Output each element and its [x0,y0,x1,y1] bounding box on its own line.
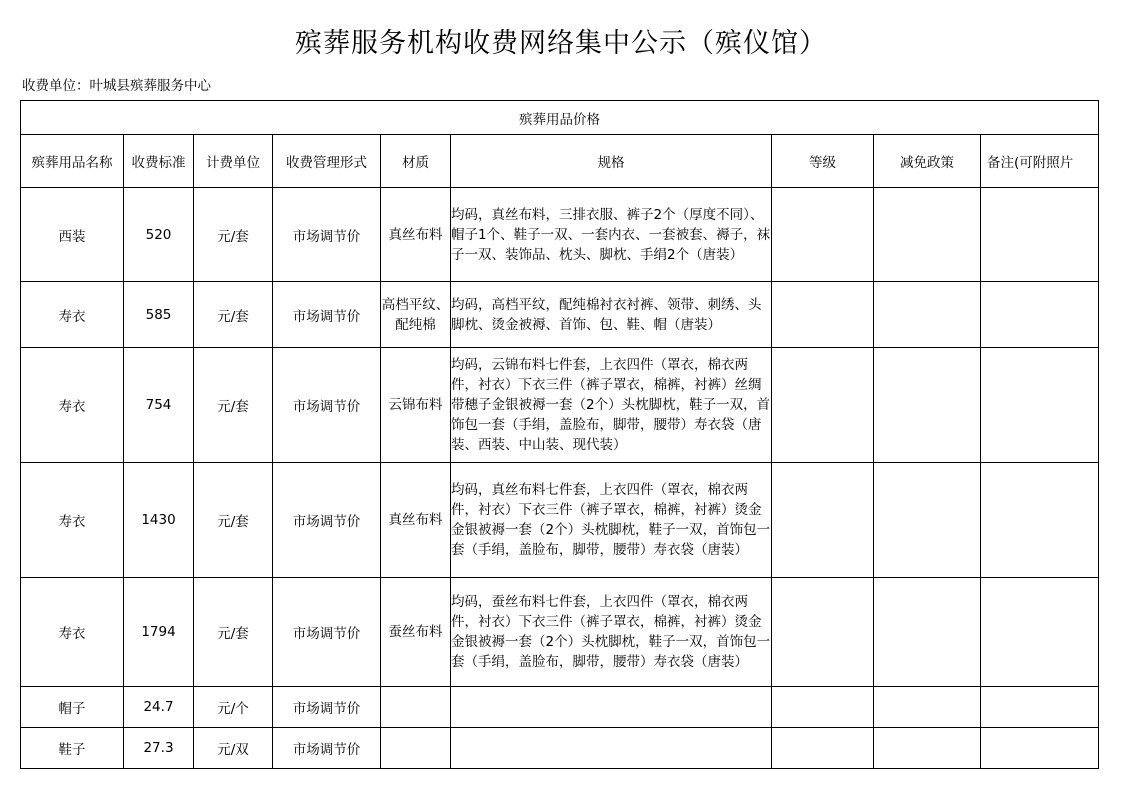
item-material: 真丝布料 [381,463,451,578]
item-name: 西装 [21,188,124,282]
item-policy [874,687,981,728]
item-mode: 市场调节价 [273,728,381,769]
item-name: 寿衣 [21,578,124,687]
table-row [21,463,1099,578]
item-spec: 均码，蚕丝布料七件套，上衣四件（罩衣，棉衣两件，衬衣）下衣三件（裤子罩衣，棉裤，衬裤）烫金金银被褥一套（2个）头枕脚枕，鞋子一双，首饰包一套（手绢，盖脸布，脚带，腰带）寿衣袋（唐装） [451,578,772,687]
item-name: 寿衣 [21,348,124,463]
price-table [20,100,1099,769]
item-unit: 元/套 [194,463,273,578]
page-title: 殡葬服务机构收费网络集中公示（殡仪馆） [295,28,827,59]
table-row [21,282,1099,348]
item-policy [874,578,981,687]
item-price: 24.7 [124,687,194,728]
table-row [21,348,1099,463]
item-spec [451,728,772,769]
header-spec: 规格 [451,135,772,188]
item-mode: 市场调节价 [273,463,381,578]
header-note: 备注(可附照片 [981,135,1099,188]
item-mode: 市场调节价 [273,348,381,463]
item-policy [874,348,981,463]
item-unit: 元/套 [194,578,273,687]
header-mode: 收费管理形式 [273,135,381,188]
item-policy [874,728,981,769]
item-mode: 市场调节价 [273,188,381,282]
table-row [21,728,1099,769]
item-mode: 市场调节价 [273,687,381,728]
item-mode: 市场调节价 [273,282,381,348]
item-policy [874,282,981,348]
table-row [21,687,1099,728]
table-row [21,578,1099,687]
item-price: 754 [124,348,194,463]
item-material: 真丝布料 [381,188,451,282]
item-spec: 均码，高档平纹，配纯棉衬衣衬裤、领带、刺绣、头脚枕、烫金被褥、首饰、包、鞋、帽（唐装） [451,282,772,348]
item-name: 帽子 [21,687,124,728]
item-material [381,728,451,769]
item-spec: 均码，真丝布料，三排衣服、裤子2个（厚度不同）、帽子1个、鞋子一双、一套内衣、一套被套、褥子，袜子一双、装饰品、枕头、脚枕、手绢2个（唐装） [451,188,772,282]
item-name: 寿衣 [21,282,124,348]
item-name: 寿衣 [21,463,124,578]
item-name: 鞋子 [21,728,124,769]
item-price: 1794 [124,578,194,687]
item-grade [772,348,874,463]
item-policy [874,188,981,282]
item-spec: 均码，云锦布料七件套，上衣四件（罩衣，棉衣两件，衬衣）下衣三件（裤子罩衣，棉裤，衬裤）丝绸带穗子金银被褥一套（2个）头枕脚枕，鞋子一双，首饰包一套（手绢，盖脸布，脚带，腰带）寿衣袋（唐装、西装、中山装、现代装） [451,348,772,463]
item-unit: 元/套 [194,348,273,463]
item-mode: 市场调节价 [273,578,381,687]
item-material: 云锦布料 [381,348,451,463]
item-material [381,687,451,728]
item-note [981,728,1099,769]
section-row [21,101,1099,135]
item-spec: 均码，真丝布料七件套，上衣四件（罩衣，棉衣两件，衬衣）下衣三件（裤子罩衣，棉裤，衬裤）烫金金银被褥一套（2个）头枕脚枕，鞋子一双，首饰包一套（手绢，盖脸布，脚带，腰带）寿衣袋（唐装） [451,463,772,578]
item-grade [772,463,874,578]
item-unit: 元/双 [194,728,273,769]
item-spec [451,687,772,728]
item-grade [772,687,874,728]
header-policy: 减免政策 [874,135,981,188]
table-row [21,188,1099,282]
item-material: 蚕丝布料 [381,578,451,687]
item-price: 1430 [124,463,194,578]
item-note [981,348,1099,463]
charging-unit: 收费单位：叶城县殡葬服务中心 [22,78,211,94]
header-price: 收费标准 [124,135,194,188]
header-material: 材质 [381,135,451,188]
item-material: 高档平纹、配纯棉 [381,282,451,348]
header-unit: 计费单位 [194,135,273,188]
item-price: 585 [124,282,194,348]
item-grade [772,578,874,687]
item-price: 27.3 [124,728,194,769]
item-unit: 元/套 [194,188,273,282]
item-unit: 元/个 [194,687,273,728]
item-note [981,578,1099,687]
item-unit: 元/套 [194,282,273,348]
header-grade: 等级 [772,135,874,188]
item-note [981,687,1099,728]
item-policy [874,463,981,578]
item-note [981,188,1099,282]
item-grade [772,282,874,348]
section-title: 殡葬用品价格 [21,101,1099,135]
item-price: 520 [124,188,194,282]
item-grade [772,188,874,282]
item-note [981,282,1099,348]
item-note [981,463,1099,578]
item-grade [772,728,874,769]
header-row [21,135,1099,188]
header-name: 殡葬用品名称 [21,135,124,188]
